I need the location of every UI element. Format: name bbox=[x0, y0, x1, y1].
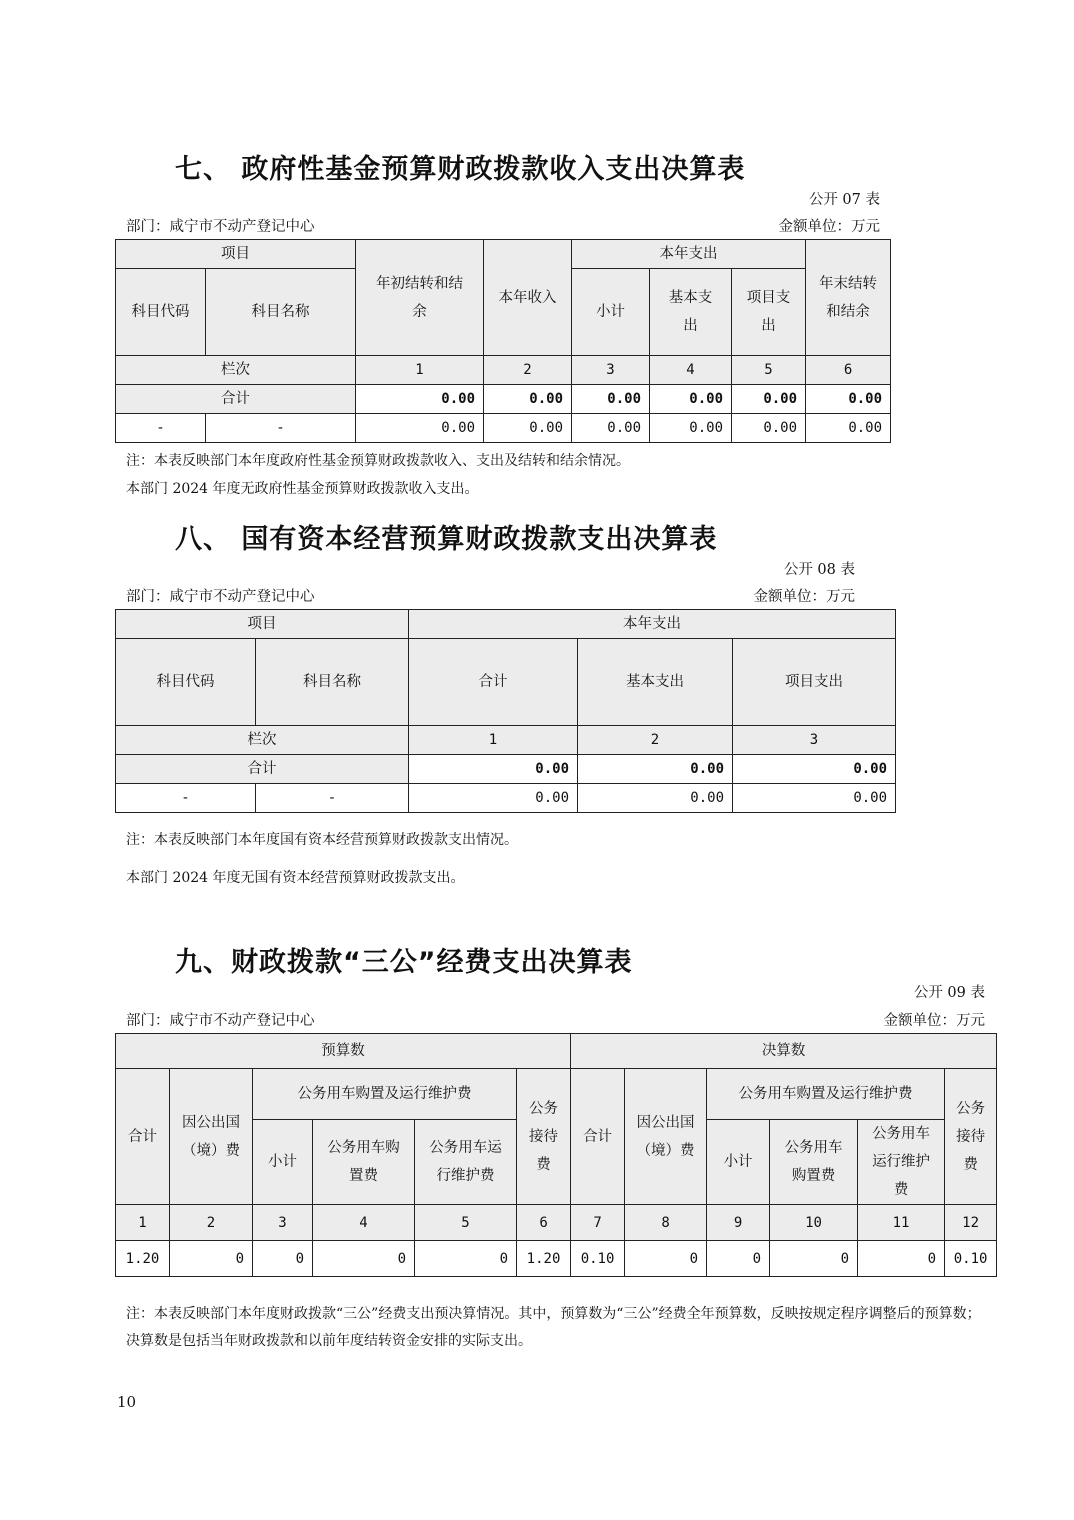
s9-header-budget: 预算数 bbox=[116, 1034, 571, 1069]
s9-value: 0 bbox=[415, 1241, 517, 1277]
s9-header-car: 公务用车购置及运行维护费 bbox=[253, 1069, 517, 1120]
s7-header-end: 年末结转和结余 bbox=[806, 240, 891, 356]
s9-index: 4 bbox=[313, 1205, 415, 1241]
s9-value: 0 bbox=[707, 1241, 770, 1277]
s7-header-project: 项目支出 bbox=[732, 269, 806, 356]
s8-index: 3 bbox=[733, 726, 896, 755]
s9-value: 0.10 bbox=[945, 1241, 997, 1277]
s8-row-code: - bbox=[116, 784, 256, 813]
s7-row-value: 0.00 bbox=[484, 414, 572, 443]
s7-index: 2 bbox=[484, 356, 572, 385]
s7-header-expense: 本年支出 bbox=[572, 240, 806, 269]
s7-index-label: 栏次 bbox=[116, 356, 356, 385]
s7-total-value: 0.00 bbox=[806, 385, 891, 414]
s9-header-car-run-final: 公务用车运行维护费 bbox=[858, 1120, 945, 1205]
section9-table bbox=[115, 1033, 997, 1277]
s9-value: 0 bbox=[858, 1241, 945, 1277]
s9-index: 2 bbox=[170, 1205, 253, 1241]
s9-index: 10 bbox=[770, 1205, 858, 1241]
s9-value: 1.20 bbox=[116, 1241, 170, 1277]
section7-title: 七、 政府性基金预算财政拨款收入支出决算表 bbox=[175, 154, 746, 185]
s9-header-total-final: 合计 bbox=[571, 1069, 625, 1205]
s7-total-value: 0.00 bbox=[572, 385, 650, 414]
s9-note: 注：本表反映部门本年度财政拨款“三公”经费支出预决算情况。其中，预算数为“三公”经费全年预算数，反映按规定程序调整后的预算数；决算数是包括当年财政拨款和以前年度结转资金安排的实际支出。 bbox=[126, 1306, 981, 1349]
s8-note-2: 本部门 2024 年度无国有资本经营预算财政拨款支出。 bbox=[126, 870, 465, 886]
s7-total-value: 0.00 bbox=[732, 385, 806, 414]
s9-value: 0 bbox=[170, 1241, 253, 1277]
s9-header-final: 决算数 bbox=[571, 1034, 997, 1069]
s9-value: 0 bbox=[625, 1241, 707, 1277]
section9-dept: 部门：咸宁市不动产登记中心 bbox=[126, 1013, 315, 1029]
s7-header-name: 科目名称 bbox=[206, 269, 356, 356]
s7-index: 6 bbox=[806, 356, 891, 385]
s9-header-total: 合计 bbox=[116, 1069, 170, 1205]
s8-header-total: 合计 bbox=[409, 639, 578, 726]
s7-row-value: 0.00 bbox=[732, 414, 806, 443]
s8-row-value: 0.00 bbox=[733, 784, 896, 813]
s8-row-name: - bbox=[256, 784, 409, 813]
s7-index: 3 bbox=[572, 356, 650, 385]
s8-header-project: 项目支出 bbox=[733, 639, 896, 726]
s8-note: 注：本表反映部门本年度国有资本经营预算财政拨款支出情况。 bbox=[126, 832, 518, 848]
s9-header-abroad: 因公出国（境）费 bbox=[170, 1069, 253, 1205]
s9-index: 3 bbox=[253, 1205, 313, 1241]
s9-index: 8 bbox=[625, 1205, 707, 1241]
s9-index: 11 bbox=[858, 1205, 945, 1241]
s9-header-abroad-final: 因公出国（境）费 bbox=[625, 1069, 707, 1205]
section7-unit: 金额单位：万元 bbox=[778, 219, 880, 235]
s7-header-code: 科目代码 bbox=[116, 269, 206, 356]
s7-index: 4 bbox=[650, 356, 732, 385]
s7-row-code: - bbox=[116, 414, 206, 443]
s9-value: 0 bbox=[770, 1241, 858, 1277]
s9-header-subtotal-final: 小计 bbox=[707, 1120, 770, 1205]
s8-header-expense: 本年支出 bbox=[409, 610, 896, 639]
section8-table-no: 公开 08 表 bbox=[783, 562, 855, 578]
s9-value: 0.10 bbox=[571, 1241, 625, 1277]
s8-header-name: 科目名称 bbox=[256, 639, 409, 726]
s7-header-begin: 年初结转和结余 bbox=[356, 240, 484, 356]
s9-header-car-final: 公务用车购置及运行维护费 bbox=[707, 1069, 945, 1120]
s8-index: 2 bbox=[578, 726, 733, 755]
s8-total-value: 0.00 bbox=[409, 755, 578, 784]
s9-header-car-buy-final: 公务用车购置费 bbox=[770, 1120, 858, 1205]
section8-dept: 部门：咸宁市不动产登记中心 bbox=[126, 589, 315, 605]
s8-total-value: 0.00 bbox=[578, 755, 733, 784]
s7-row-value: 0.00 bbox=[806, 414, 891, 443]
s7-index: 5 bbox=[732, 356, 806, 385]
s8-header-basic: 基本支出 bbox=[578, 639, 733, 726]
s9-index: 6 bbox=[517, 1205, 571, 1241]
s7-total-label: 合计 bbox=[116, 385, 356, 414]
s9-index: 12 bbox=[945, 1205, 997, 1241]
section8-unit: 金额单位：万元 bbox=[753, 589, 855, 605]
section9-title: 九、财政拨款“三公”经费支出决算表 bbox=[175, 947, 633, 978]
s7-note-2: 本部门 2024 年度无政府性基金预算财政拨款收入支出。 bbox=[126, 481, 479, 497]
s9-value: 0 bbox=[253, 1241, 313, 1277]
s7-index: 1 bbox=[356, 356, 484, 385]
section7-table-no: 公开 07 表 bbox=[808, 192, 880, 208]
s9-header-car-run: 公务用车运行维护费 bbox=[415, 1120, 517, 1205]
s9-index: 9 bbox=[707, 1205, 770, 1241]
s8-index: 1 bbox=[409, 726, 578, 755]
s9-index: 7 bbox=[571, 1205, 625, 1241]
s7-row-name: - bbox=[206, 414, 356, 443]
s8-total-value: 0.00 bbox=[733, 755, 896, 784]
s7-row-value: 0.00 bbox=[650, 414, 732, 443]
s9-index: 5 bbox=[415, 1205, 517, 1241]
s8-header-code: 科目代码 bbox=[116, 639, 256, 726]
s7-header-item: 项目 bbox=[116, 240, 356, 269]
s8-header-item: 项目 bbox=[116, 610, 409, 639]
section8-title: 八、 国有资本经营预算财政拨款支出决算表 bbox=[175, 524, 718, 555]
s8-row-value: 0.00 bbox=[409, 784, 578, 813]
page-number: 10 bbox=[117, 1393, 137, 1411]
s7-row-value: 0.00 bbox=[356, 414, 484, 443]
s7-header-subtotal: 小计 bbox=[572, 269, 650, 356]
s7-header-income: 本年收入 bbox=[484, 240, 572, 356]
s7-total-value: 0.00 bbox=[356, 385, 484, 414]
s9-index: 1 bbox=[116, 1205, 170, 1241]
section9-table-no: 公开 09 表 bbox=[913, 985, 985, 1001]
s7-header-basic: 基本支出 bbox=[650, 269, 732, 356]
s7-total-value: 0.00 bbox=[650, 385, 732, 414]
s7-total-value: 0.00 bbox=[484, 385, 572, 414]
s9-header-subtotal: 小计 bbox=[253, 1120, 313, 1205]
s7-row-value: 0.00 bbox=[572, 414, 650, 443]
s9-header-reception: 公务接待费 bbox=[517, 1069, 571, 1205]
s9-value: 1.20 bbox=[517, 1241, 571, 1277]
s8-total-label: 合计 bbox=[116, 755, 409, 784]
s7-note: 注：本表反映部门本年度政府性基金预算财政拨款收入、支出及结转和结余情况。 bbox=[126, 453, 630, 469]
s9-value: 0 bbox=[313, 1241, 415, 1277]
section9-unit: 金额单位：万元 bbox=[883, 1013, 985, 1029]
section7-table bbox=[115, 239, 891, 443]
s9-header-car-buy: 公务用车购置费 bbox=[313, 1120, 415, 1205]
s9-header-reception-final: 公务接待费 bbox=[945, 1069, 997, 1205]
s8-index-label: 栏次 bbox=[116, 726, 409, 755]
section7-dept: 部门：咸宁市不动产登记中心 bbox=[126, 219, 315, 235]
section8-table bbox=[115, 609, 896, 813]
s8-row-value: 0.00 bbox=[578, 784, 733, 813]
